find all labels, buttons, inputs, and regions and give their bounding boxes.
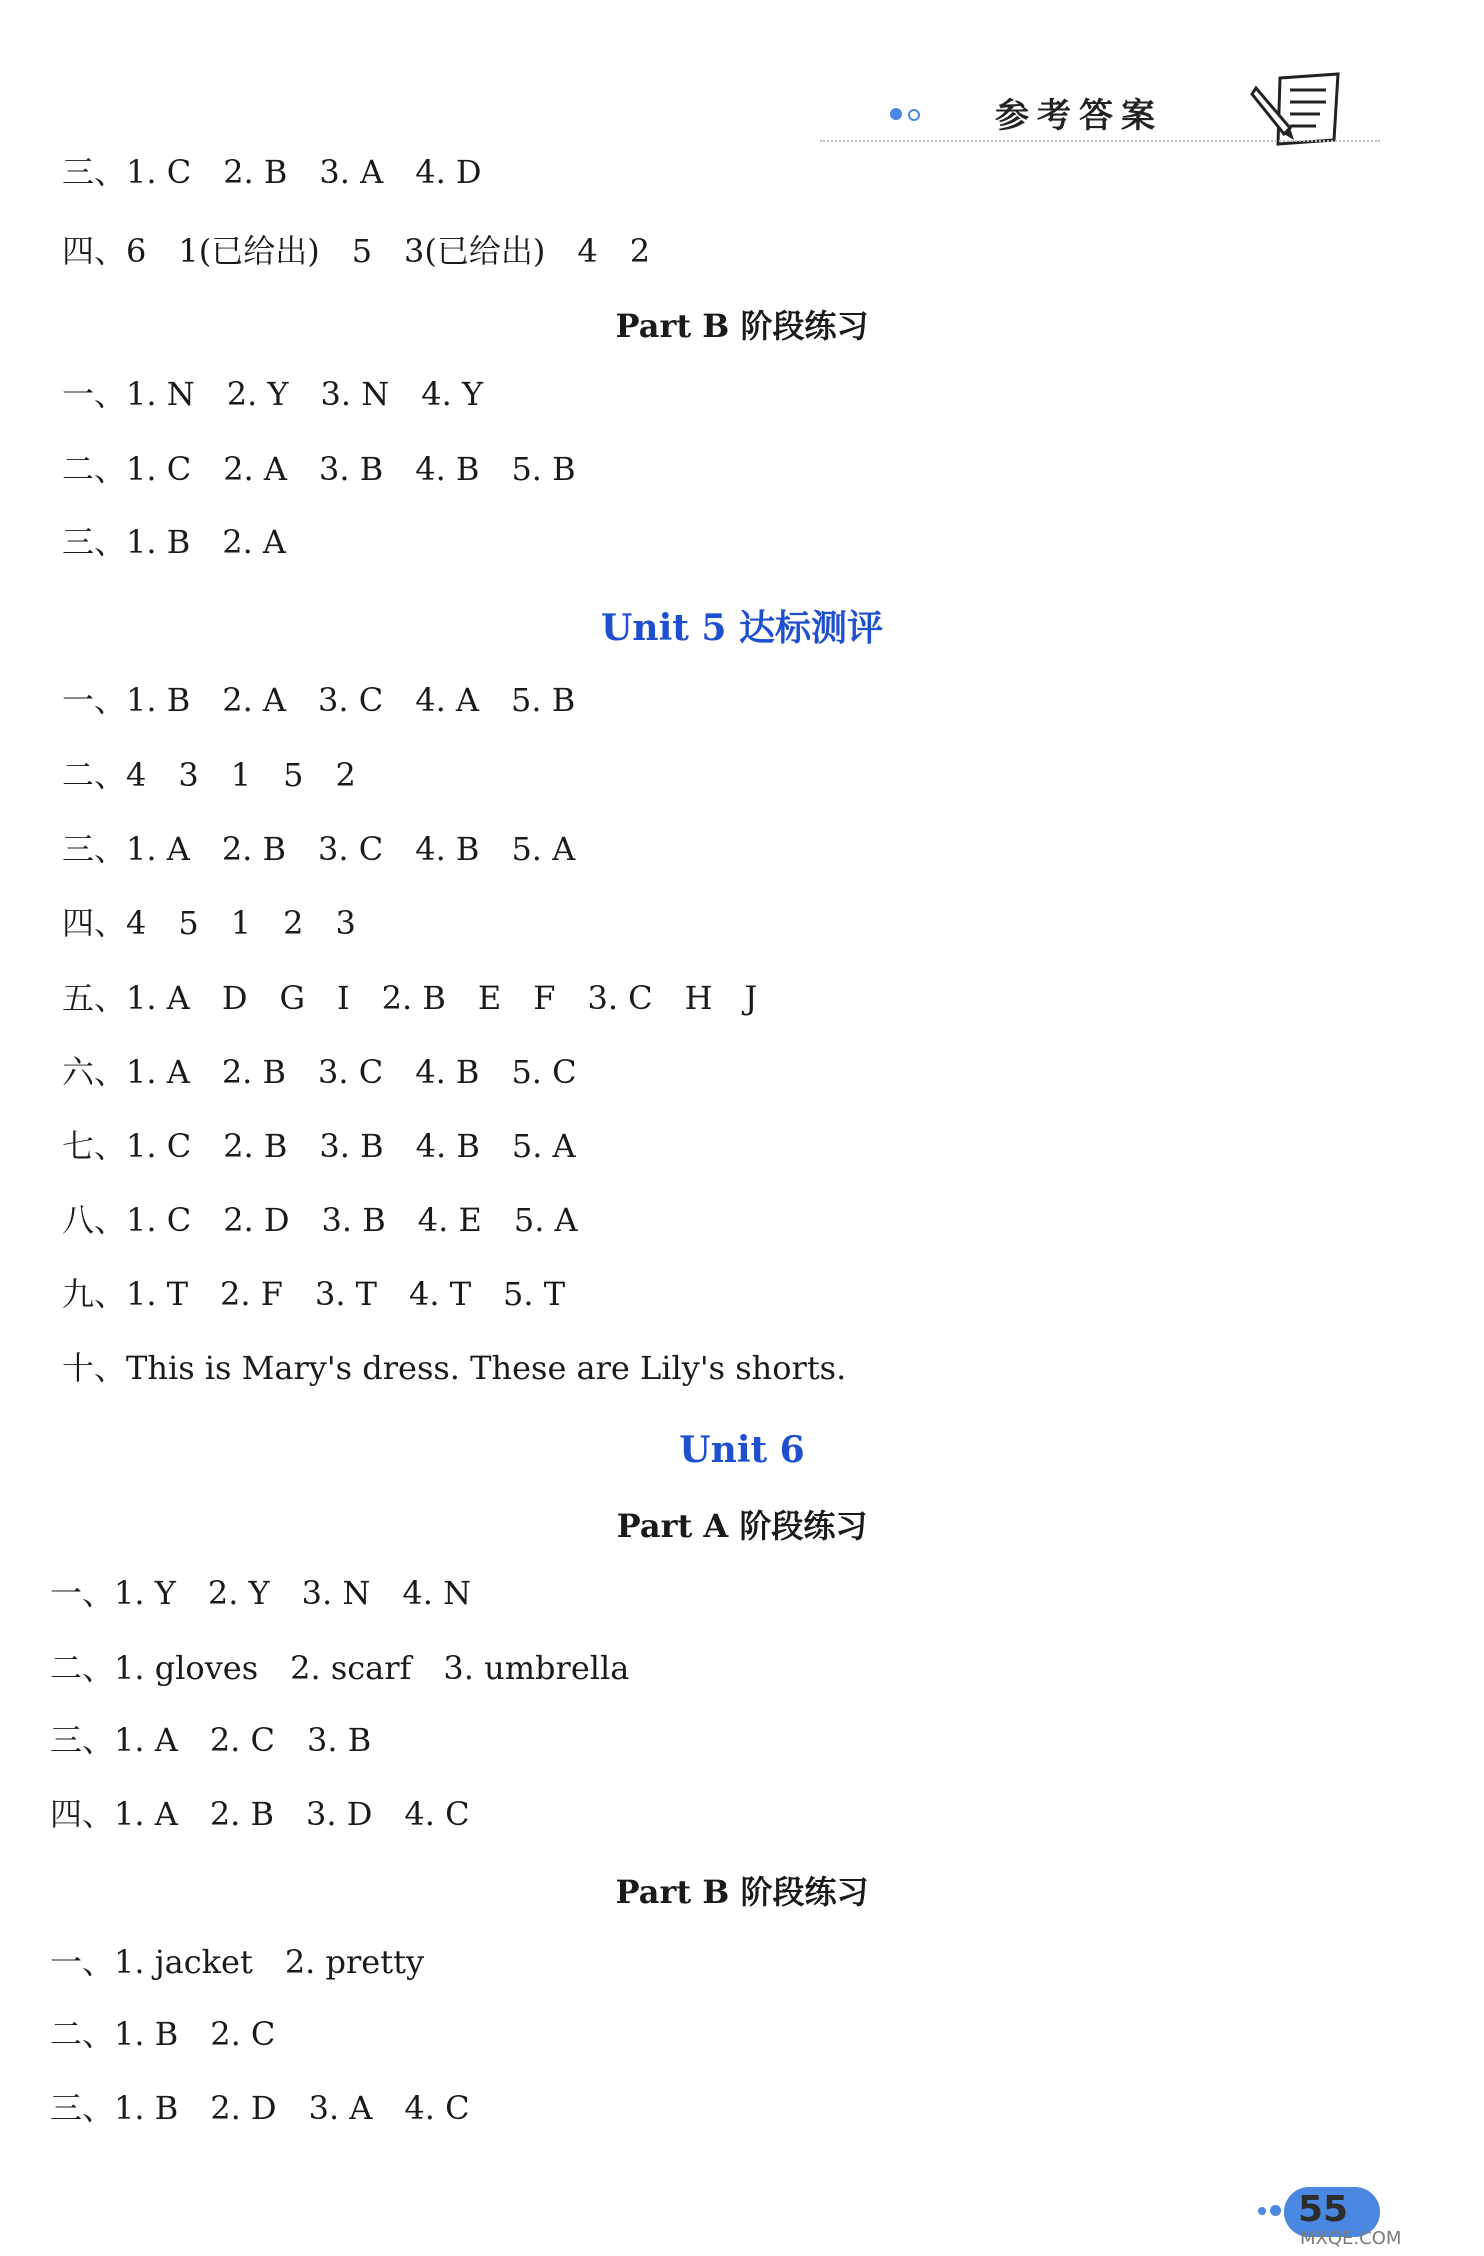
answer-line: 六、1. A 2. B 3. C 4. B 5. C [62, 1053, 577, 1091]
answer-line: 四、6 1(已给出) 5 3(已给出) 4 2 [62, 232, 651, 270]
answer-line: 七、1. C 2. B 3. B 4. B 5. A [62, 1127, 576, 1165]
answer-line: 三、1. C 2. B 3. A 4. D [62, 153, 482, 191]
answer-line: 三、1. A 2. B 3. C 4. B 5. A [62, 830, 576, 868]
pencil-notebook-icon [1250, 70, 1350, 150]
answer-line: 三、1. B 2. D 3. A 4. C [50, 2089, 470, 2127]
answer-line: 二、1. B 2. C [50, 2015, 276, 2053]
answer-line: 九、1. T 2. F 3. T 4. T 5. T [62, 1275, 566, 1313]
header-dots [890, 108, 930, 122]
answer-line: 二、1. gloves 2. scarf 3. umbrella [50, 1649, 630, 1687]
header-title: 参考答案 [995, 96, 1163, 136]
answer-line: 一、1. B 2. A 3. C 4. A 5. B [62, 681, 576, 719]
answer-line: 二、1. C 2. A 3. B 4. B 5. B [62, 450, 576, 488]
answer-line: 四、1. A 2. B 3. D 4. C [50, 1795, 470, 1833]
page-number: 55 [1298, 2189, 1349, 2230]
answer-line: 一、1. Y 2. Y 3. N 4. N [50, 1574, 472, 1612]
section-heading: Part A 阶段练习 [616, 1507, 868, 1545]
answer-line: 三、1. A 2. C 3. B [50, 1721, 372, 1759]
answer-line: 四、4 5 1 2 3 [62, 904, 356, 942]
unit-heading: Unit 6 [679, 1429, 805, 1471]
section-heading: Part B 阶段练习 [615, 1873, 869, 1911]
answer-line: 十、This is Mary's dress. These are Lily's shorts. [62, 1349, 847, 1387]
answer-line: 五、1. A D G I 2. B E F 3. C H J [62, 979, 758, 1017]
watermark-url: MXQE.COM [1300, 2228, 1402, 2249]
answer-line: 三、1. B 2. A [62, 523, 287, 561]
answer-line: 一、1. N 2. Y 3. N 4. Y [62, 375, 484, 413]
section-heading: Part B 阶段练习 [615, 307, 869, 345]
header-rule [820, 140, 1380, 142]
page-header [820, 70, 1380, 160]
answer-line: 八、1. C 2. D 3. B 4. E 5. A [62, 1201, 578, 1239]
answer-line: 二、4 3 1 5 2 [62, 756, 356, 794]
unit-heading: Unit 5 达标测评 [601, 607, 883, 649]
answer-line: 一、1. jacket 2. pretty [50, 1943, 425, 1981]
